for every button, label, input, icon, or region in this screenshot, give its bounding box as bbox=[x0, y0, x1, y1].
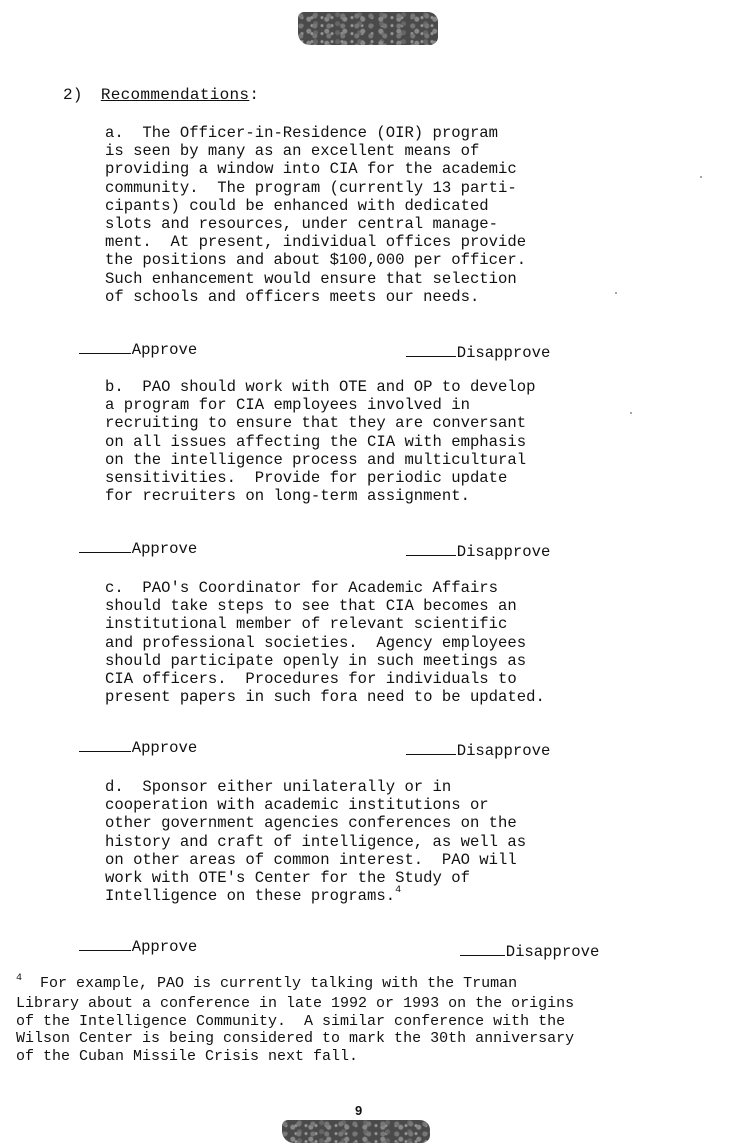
recommendation-d-text bbox=[105, 778, 526, 908]
approve-label: Approve bbox=[131, 341, 198, 359]
recommendation-d-body: d. Sponsor either unilaterally or in cooperation with academic institutions or other government agencies conferences on the history and craft of intelligence, as well as on other areas of common interest. PAO will work with OTE's Center for the Study of Intelligence on these programs. bbox=[105, 778, 527, 906]
approve-blank-line bbox=[79, 552, 131, 553]
footnote-text: For example, PAO is currently talking with the Truman Library about a conference in late 1992 or 1993 on the origins of the Intelligence Community. A similar conference with the Wilson Center is being considered to mark the 30th anniversary of the Cuban Missile Crisis next fall. bbox=[16, 975, 575, 1066]
footnote-marker: 4 bbox=[16, 973, 23, 984]
recommendation-a-text: a. The Officer-in-Residence (OIR) program is seen by many as an excellent means of providing a window into CIA for the academic community. The program (currently 13 parti- cipants) could be enhanced with dedicated slots and resources, under central manage- ment. At present, individual offices provide the positions and about $100,000 per officer. Such enhancement would ensure that selection of schools and officers meets our needs. bbox=[105, 124, 527, 306]
approve-label: Approve bbox=[131, 938, 198, 956]
approve-blank-line bbox=[79, 751, 131, 752]
disapprove-blank-line bbox=[406, 356, 456, 357]
scan-speck bbox=[630, 412, 632, 414]
disapprove-label: Disapprove bbox=[456, 344, 551, 362]
disapprove-label: Disapprove bbox=[505, 943, 600, 961]
section-title-suffix: : bbox=[249, 86, 260, 104]
recommendation-c-approve[interactable] bbox=[60, 721, 197, 757]
disapprove-blank-line bbox=[460, 955, 505, 956]
approve-blank-line bbox=[79, 353, 131, 354]
approve-blank-line bbox=[79, 950, 131, 951]
recommendation-a-disapprove[interactable] bbox=[387, 326, 550, 362]
recommendation-c-disapprove[interactable] bbox=[387, 724, 550, 760]
approve-label: Approve bbox=[131, 739, 198, 757]
footnote bbox=[16, 975, 574, 1066]
recommendation-d-approve[interactable] bbox=[60, 920, 197, 956]
recommendation-c-text: c. PAO's Coordinator for Academic Affairs should take steps to see that CIA becomes an institutional member of relevant scientific and professional societies. Agency employees should participate openly in such meetings as CIA officers. Procedures for individuals to present papers in such fora need to be updated. bbox=[105, 579, 545, 707]
redaction-mark-bottom bbox=[282, 1120, 430, 1143]
section-number: 2) bbox=[63, 86, 83, 104]
footnote-reference[interactable]: 4 bbox=[395, 885, 402, 897]
disapprove-label: Disapprove bbox=[456, 543, 551, 561]
scan-speck bbox=[615, 292, 617, 294]
disapprove-blank-line bbox=[406, 555, 456, 556]
recommendation-b-text: b. PAO should work with OTE and OP to develop a program for CIA employees involved in recruiting to ensure that they are conversant on all issues affecting the CIA with emphasis on the intelligence process and multicultural sensitivities. Provide for periodic update for recruiters on long-term assignment. bbox=[105, 378, 536, 506]
approve-label: Approve bbox=[131, 540, 198, 558]
recommendation-b-approve[interactable] bbox=[60, 522, 197, 558]
recommendation-d-disapprove[interactable] bbox=[441, 925, 599, 961]
page-number: 9 bbox=[355, 1103, 363, 1118]
section-heading bbox=[63, 86, 259, 104]
redaction-mark-top bbox=[298, 12, 438, 45]
disapprove-blank-line bbox=[406, 754, 456, 755]
disapprove-label: Disapprove bbox=[456, 742, 551, 760]
section-title: Recommendations bbox=[100, 86, 250, 104]
recommendation-b-disapprove[interactable] bbox=[387, 525, 550, 561]
scan-speck bbox=[700, 176, 702, 178]
recommendation-a-approve[interactable] bbox=[60, 323, 197, 359]
